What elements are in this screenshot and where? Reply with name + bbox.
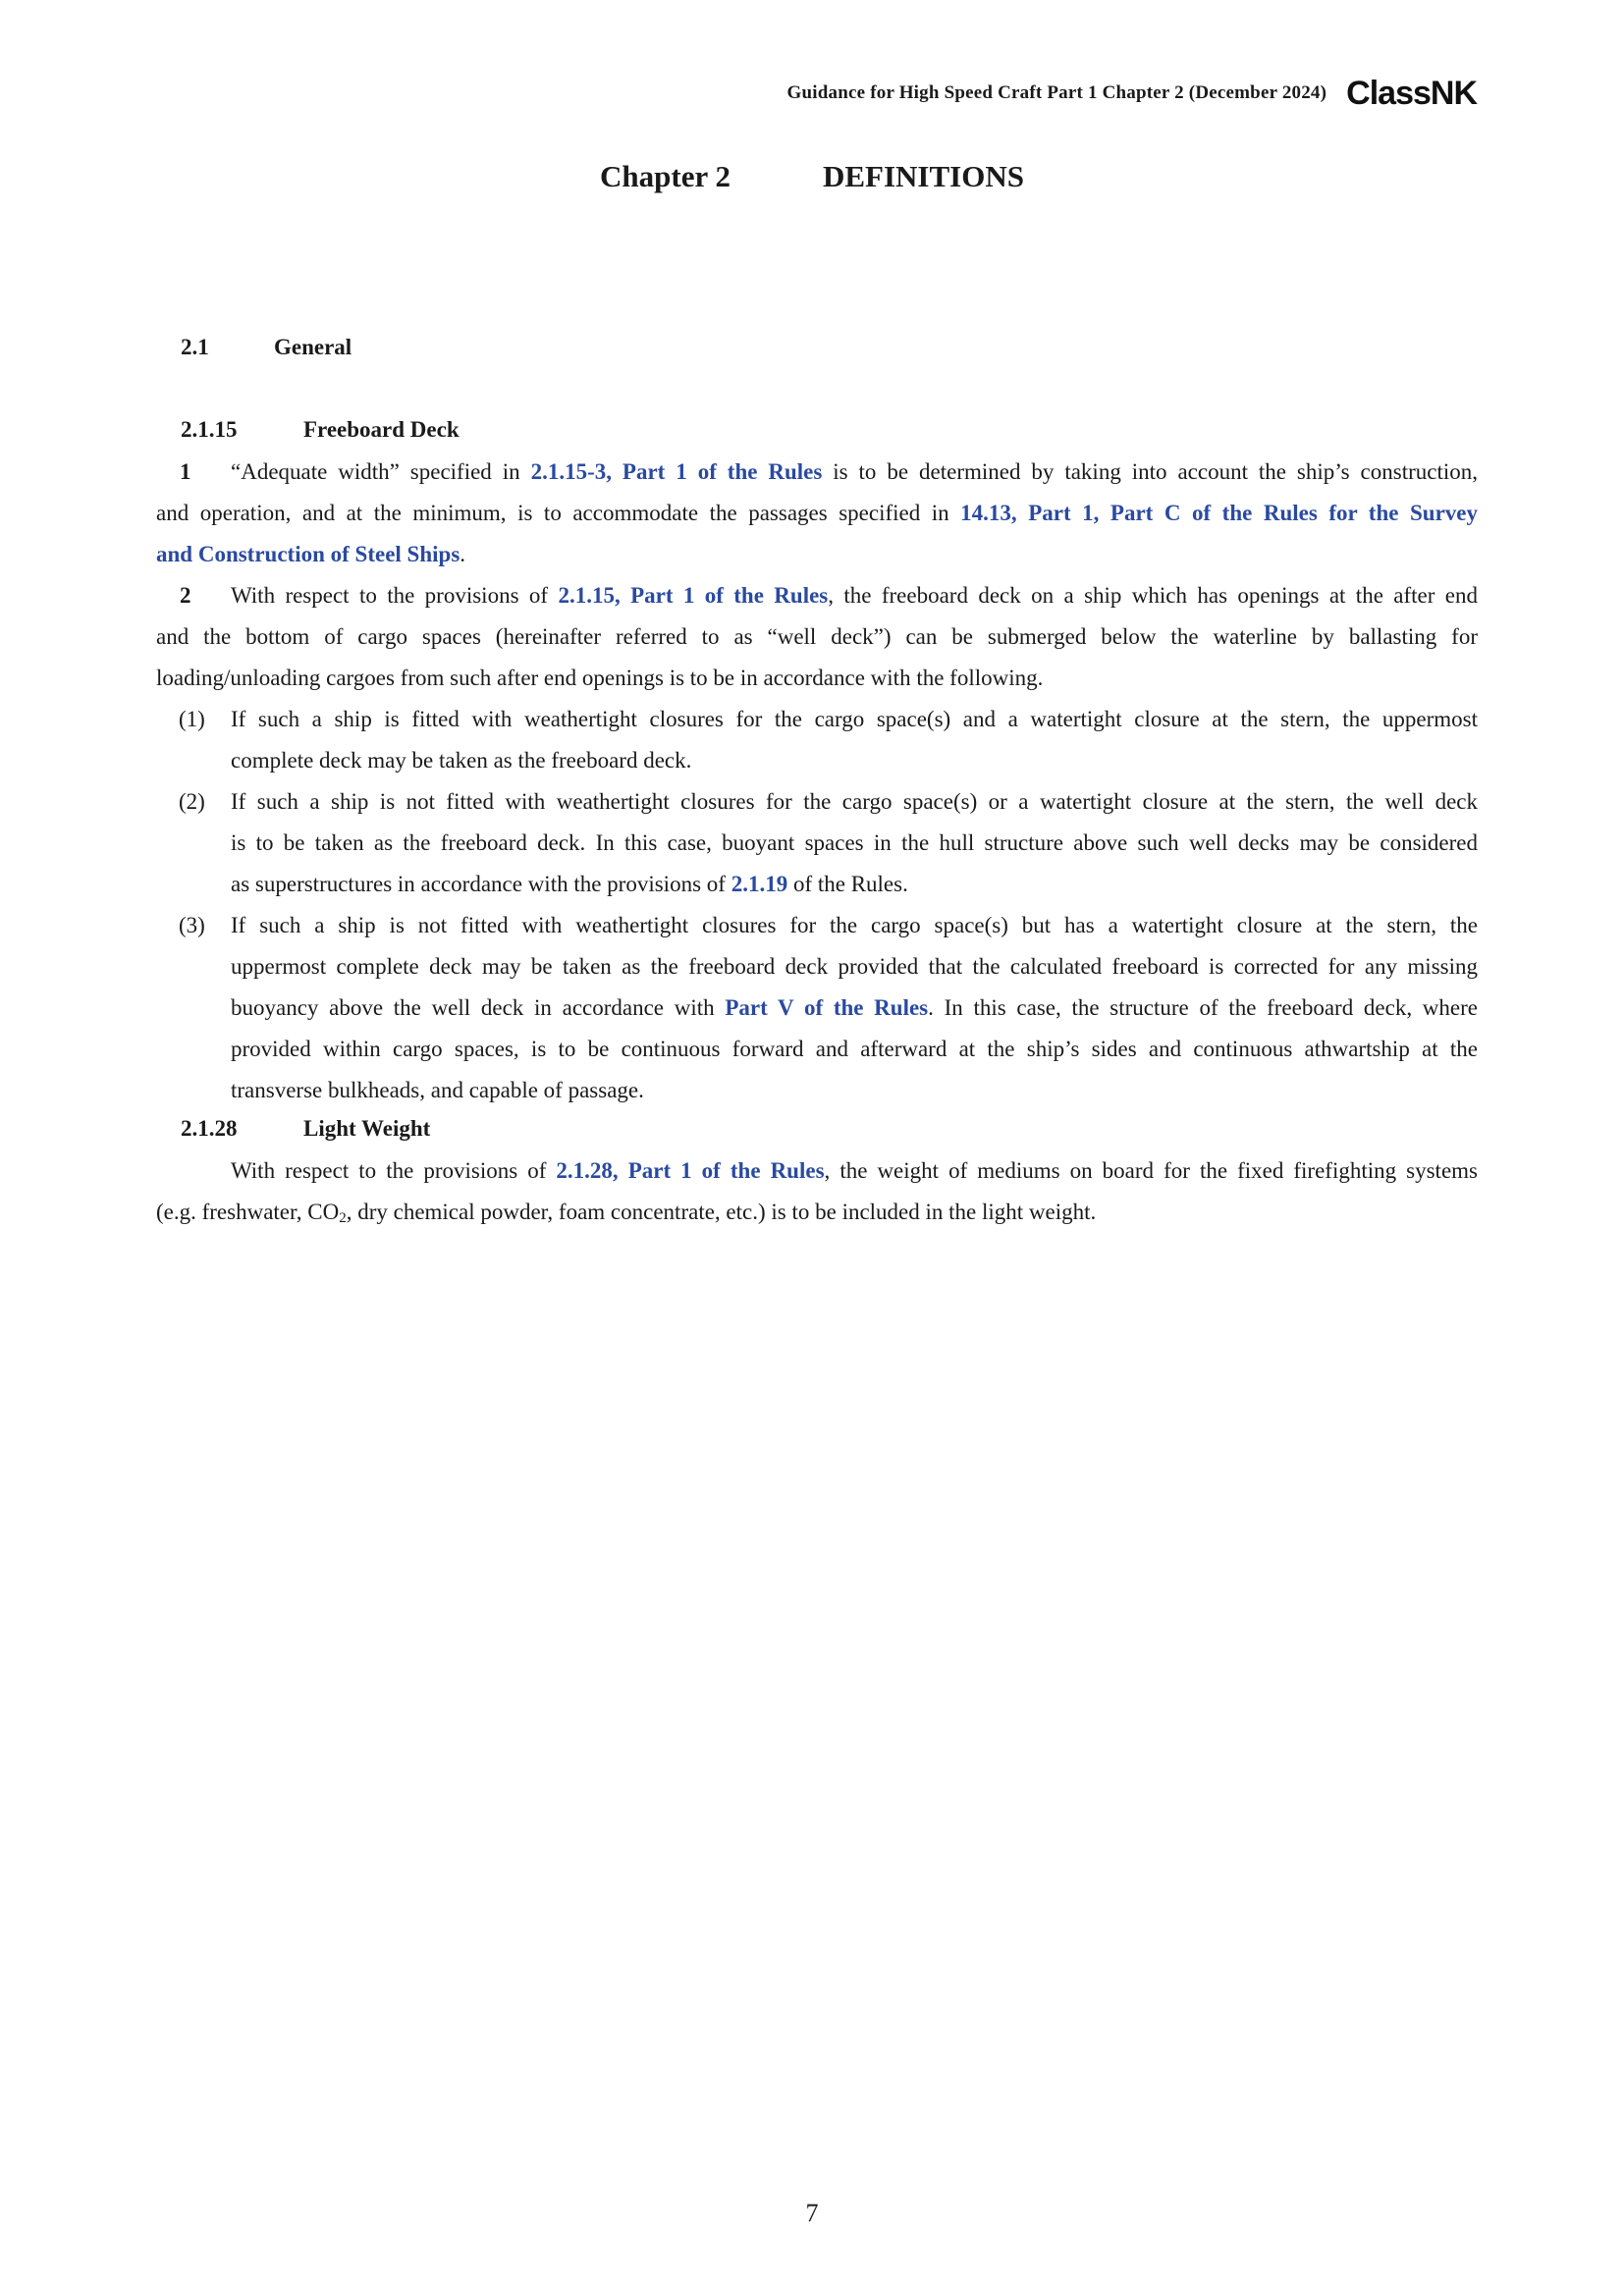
subsection-title: Freeboard Deck [303,417,460,442]
subscript: 2 [339,1210,347,1226]
page-number: 7 [805,2199,819,2227]
item-3-number: (3) [179,913,205,937]
chapter-name: DEFINITIONS [822,159,1024,193]
item-1-line-1: If such a ship is fitted with weathertight closures for the cargo space(s) and a watertight closure at the stern, the uppermost [231,707,1478,731]
subsection-heading-2-1-28 [181,1116,430,1142]
light-weight-line-2 [156,1199,1478,1232]
rule-link[interactable]: 14.13, Part 1, Part C of the Rules for the Survey [960,501,1478,525]
item-3-line-4: provided within cargo spaces, is to be continuous forward and afterward at the ship’s sides and continuous athwartship at the [231,1037,1478,1061]
paragraph-1-line-1 [156,458,1478,486]
text: With respect to the provisions of [231,583,559,608]
paragraph-number: 2 [180,583,191,608]
item-3-line-5: transverse bulkheads, and capable of passage. [231,1078,644,1102]
paragraph-2-line-1 [156,582,1478,610]
rule-link[interactable]: Part V of the Rules [725,995,929,1020]
light-weight-line-1 [231,1157,1478,1185]
rule-link[interactable]: 2.1.15-3, Part 1 of the Rules [530,459,823,484]
item-1-line-2: complete deck may be taken as the freeboard deck. [231,748,692,773]
text: buoyancy above the well deck in accordance with [231,995,726,1020]
rule-link[interactable]: and Construction of Steel Ships [156,542,460,566]
text: , dry chemical powder, foam concentrate, etc.) is to be included in the light weight. [346,1200,1097,1224]
text: of the Rules. [787,872,908,896]
item-1-number: (1) [179,707,205,731]
running-header [787,77,1477,110]
subsection-title: Light Weight [303,1116,431,1141]
text: and operation, and at the minimum, is to accommodate the passages specified in [156,501,961,525]
text: , the freeboard deck on a ship which has openings at the after end [828,583,1478,608]
text: and the bottom of cargo spaces (hereinafter referred to as “well deck”) can be submerged below the waterline by ballasting for [156,624,1478,649]
rule-link[interactable]: 2.1.28, Part 1 of the Rules [556,1158,825,1183]
text: (e.g. freshwater, CO [156,1200,340,1224]
rule-link[interactable]: 2.1.19 [731,872,788,896]
text: , the weight of mediums on board for the fixed firefighting systems [824,1158,1478,1183]
item-3-line-2: uppermost complete deck may be taken as the freeboard deck provided that the calculated freeboard is corrected for any missing [231,954,1478,979]
item-2-line-1: If such a ship is not fitted with weathertight closures for the cargo space(s) or a watertight closure at the stern, the well deck [231,789,1478,814]
text: With respect to the provisions of [231,1158,557,1183]
paragraph-1-line-2 [156,500,1478,527]
section-number: 2.1 [181,335,209,359]
rule-link[interactable]: 2.1.15, Part 1 of the Rules [558,583,829,608]
text: . [460,542,466,566]
section-title: General [274,335,352,359]
classnk-logo: ClassNK [1346,75,1477,112]
paragraph-2-line-3 [156,665,1478,692]
text: as superstructures in accordance with the provisions of [231,872,731,896]
paragraph-1-line-3 [156,541,1478,568]
text: . In this case, the structure of the freeboard deck, where [928,995,1478,1020]
subsection-heading-2-1-15 [181,417,460,443]
text: is to be determined by taking into account the ship’s construction, [822,459,1478,484]
text: loading/unloading cargoes from such after end openings is to be in accordance with the following. [156,666,1044,690]
subsection-number: 2.1.28 [181,1116,238,1141]
item-2-line-3 [231,871,1478,898]
text: “Adequate width” specified in [231,459,531,484]
paragraph-2-line-2 [156,623,1478,651]
chapter-title [0,159,1624,194]
paragraph-number: 1 [180,459,191,484]
subsection-number: 2.1.15 [181,417,238,442]
item-3-line-3 [231,994,1478,1022]
item-3-line-1: If such a ship is not fitted with weathertight closures for the cargo space(s) but has a watertight closure at the stern, the [231,913,1478,937]
item-2-line-2: is to be taken as the freeboard deck. In this case, buoyant spaces in the hull structure above such well decks may be considered [231,830,1478,855]
item-2-number: (2) [179,789,205,814]
section-heading-2-1 [181,335,352,360]
chapter-number: Chapter 2 [600,159,731,193]
header-title: Guidance for High Speed Craft Part 1 Chapter 2 (December 2024) [786,82,1327,103]
